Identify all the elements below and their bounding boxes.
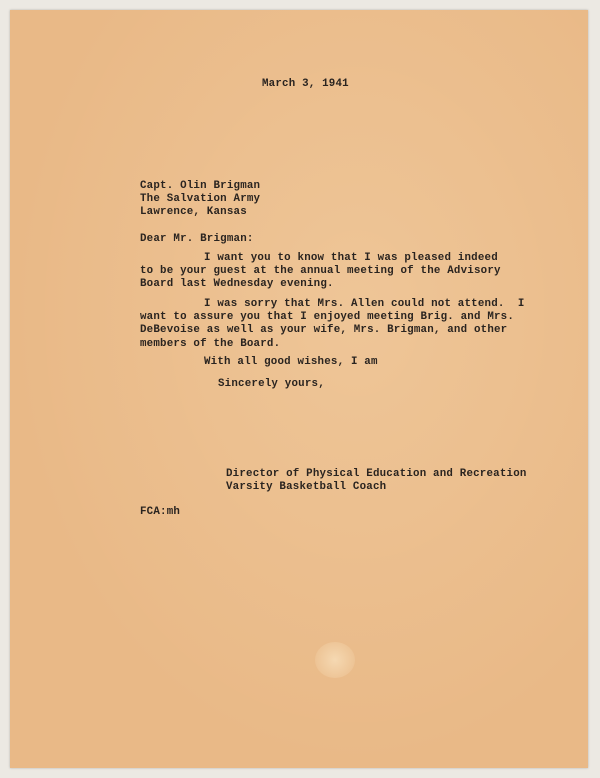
letter-page	[10, 10, 588, 768]
complimentary-closing: Sincerely yours,	[218, 378, 325, 390]
reference-initials: FCA:mh	[140, 506, 181, 518]
paragraph-line: to be your guest at the annual meeting of the Advisory	[140, 265, 501, 278]
salutation: Dear Mr. Brigman:	[140, 233, 254, 245]
signature-title: Director of Physical Education and Recreation	[226, 468, 527, 480]
paragraph-2	[140, 298, 525, 351]
paper-stain	[315, 642, 355, 678]
closing-wish: With all good wishes, I am	[204, 356, 378, 368]
recipient-address	[140, 180, 260, 220]
letter-date: March 3, 1941	[262, 78, 349, 90]
recipient-line: The Salvation Army	[140, 193, 261, 206]
recipient-line: Lawrence, Kansas	[140, 206, 247, 219]
paragraph-line: want to assure you that I enjoyed meeting Brig. and Mrs.	[140, 311, 515, 324]
paragraph-line: Board last Wednesday evening.	[140, 278, 334, 291]
recipient-line: Capt. Olin Brigman	[140, 180, 261, 192]
paragraph-line: members of the Board.	[140, 337, 281, 350]
paragraph-line: DeBevoise as well as your wife, Mrs. Brigman, and other	[140, 324, 508, 337]
signature-block	[226, 468, 527, 494]
paragraph-1	[140, 252, 501, 292]
paragraph-line: I want you to know that I was pleased indeed	[204, 252, 498, 264]
paragraph-line: I was sorry that Mrs. Allen could not attend. I	[204, 298, 525, 310]
signature-title: Varsity Basketball Coach	[226, 481, 387, 494]
